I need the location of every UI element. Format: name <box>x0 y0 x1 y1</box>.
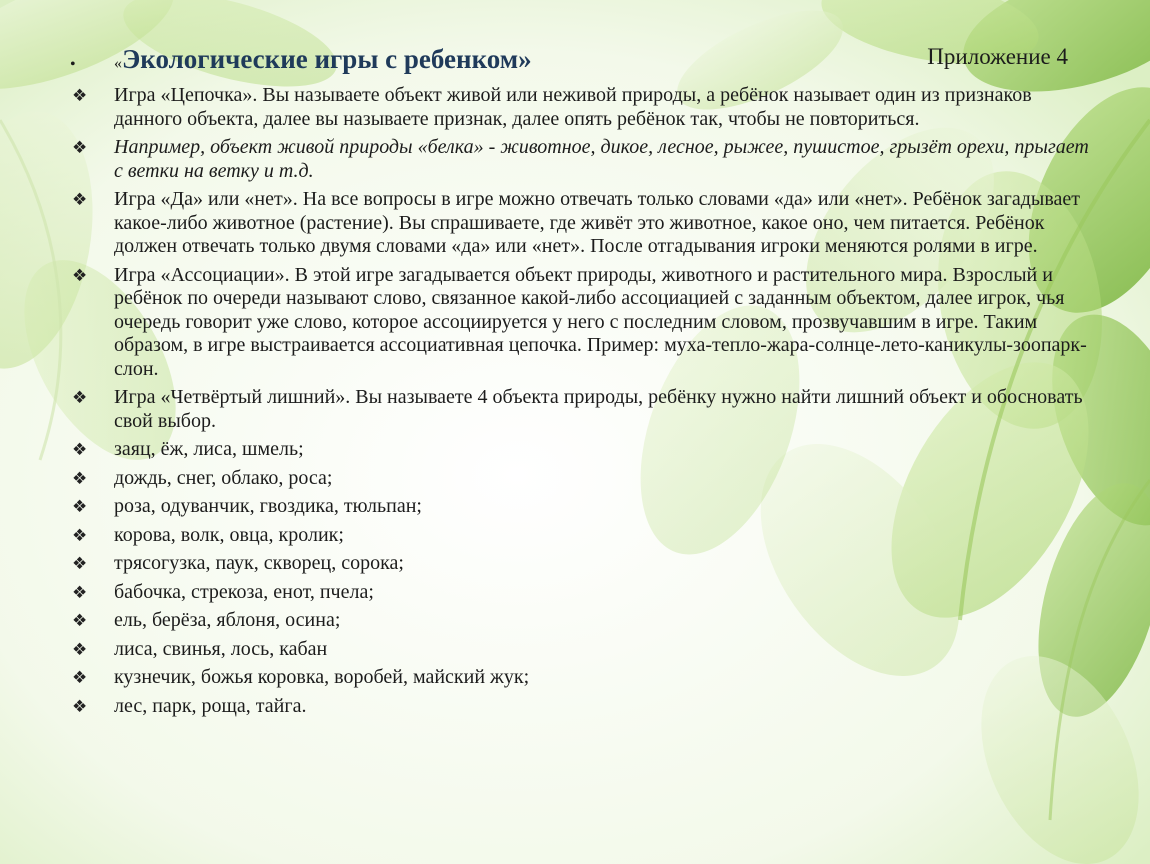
list-item <box>70 467 1090 491</box>
list-item-text: заяц, ёж, лиса, шмель; <box>114 438 304 460</box>
list-item <box>70 188 1090 259</box>
list-item-text: кузнечик, божья коровка, воробей, майский жук; <box>114 666 530 688</box>
list-item <box>70 84 1090 131</box>
diamond-bullet-icon: ❖ <box>72 190 88 210</box>
diamond-bullet-icon: ❖ <box>72 468 88 489</box>
list-item <box>70 495 1090 519</box>
list-item-text: дождь, снег, облако, роса; <box>114 466 333 489</box>
diamond-bullet-icon: ❖ <box>72 497 88 517</box>
list-item <box>70 581 1090 605</box>
list-item-text: корова, волк, овца, кролик; <box>114 523 344 546</box>
list-item-text: Игра «Да» или «нет». На все вопросы в игре можно отвечать только словами «да» или «нет». Ребёнок загадывает какое-либо животное (растение). Вы спрашиваете, где живёт это животное, какое оно, чем питается. Ребёнок должен отвечать только двумя словами «да» или «нет». После отгадывания игроки меняются ролями в игре. <box>114 188 1080 257</box>
list-item <box>70 666 1090 690</box>
list-item-text: бабочка, стрекоза, енот, пчела; <box>114 580 374 603</box>
diamond-bullet-icon: ❖ <box>72 554 88 574</box>
diamond-bullet-icon: ❖ <box>72 265 88 286</box>
diamond-bullet-icon: ❖ <box>72 696 88 717</box>
diamond-bullet-icon: ❖ <box>72 440 88 460</box>
title-bullet: • <box>70 56 76 73</box>
diamond-bullet-icon: ❖ <box>72 582 88 603</box>
diamond-bullet-icon: ❖ <box>72 668 88 688</box>
list-item-text: роза, одуванчик, гвоздика, тюльпан; <box>114 495 422 517</box>
list-item-text: ель, берёза, яблоня, осина; <box>114 609 341 631</box>
list-item-text: Например, объект живой природы «белка» - животное, дикое, лесное, рыжее, пушистое, грызёт орехи, прыгает с ветки на ветку и т.д. <box>114 136 1089 182</box>
list-item-text: Игра «Ассоциации». В этой игре загадывается объект природы, животного и растительного мира. Взрослый и ребёнок по очереди называют слово, связанное какой-либо ассоциацией с заданным объектом, далее игрок, чья очередь говорит уже слово, которое ассоциируется у него с последним словом, прозвучавшим в игре. Таким образом, в игре выстраивается ассоциативная цепочка. Пример: муха-тепло-жара-солнце-лето-каникулы-зоопарк-слон. <box>114 263 1087 380</box>
title-quote: « <box>114 55 122 72</box>
appendix-label: Приложение 4 <box>927 44 1068 69</box>
title-row <box>70 44 1080 84</box>
slide-title <box>114 44 532 75</box>
list-item <box>70 695 1090 719</box>
bullet-list <box>70 84 1090 723</box>
list-item-text: Игра «Четвёртый лишний». Вы называете 4 объекта природы, ребёнку нужно найти лишний объект и обосновать свой выбор. <box>114 386 1083 432</box>
list-item-text: лиса, свинья, лось, кабан <box>114 637 328 660</box>
list-item <box>70 552 1090 576</box>
diamond-bullet-icon: ❖ <box>72 611 88 631</box>
list-item <box>70 638 1090 662</box>
list-item <box>70 386 1090 433</box>
diamond-bullet-icon: ❖ <box>72 388 88 408</box>
diamond-bullet-icon: ❖ <box>72 639 88 660</box>
list-item <box>70 438 1090 462</box>
list-item <box>70 136 1090 183</box>
list-item <box>70 524 1090 548</box>
list-item-text: лес, парк, роща, тайга. <box>114 694 307 717</box>
diamond-bullet-icon: ❖ <box>72 525 88 546</box>
list-item-text: Игра «Цепочка». Вы называете объект живой или неживой природы, а ребёнок называет один из признаков данного объекта, далее вы называете признак, далее опять ребёнок так, чтобы не повториться. <box>114 84 1032 130</box>
diamond-bullet-icon: ❖ <box>72 138 88 158</box>
diamond-bullet-icon: ❖ <box>72 86 88 106</box>
list-item-text: трясогузка, паук, скворец, сорока; <box>114 552 404 574</box>
title-text: Экологические игры с ребенком» <box>122 44 532 74</box>
list-item <box>70 264 1090 382</box>
list-item <box>70 609 1090 633</box>
